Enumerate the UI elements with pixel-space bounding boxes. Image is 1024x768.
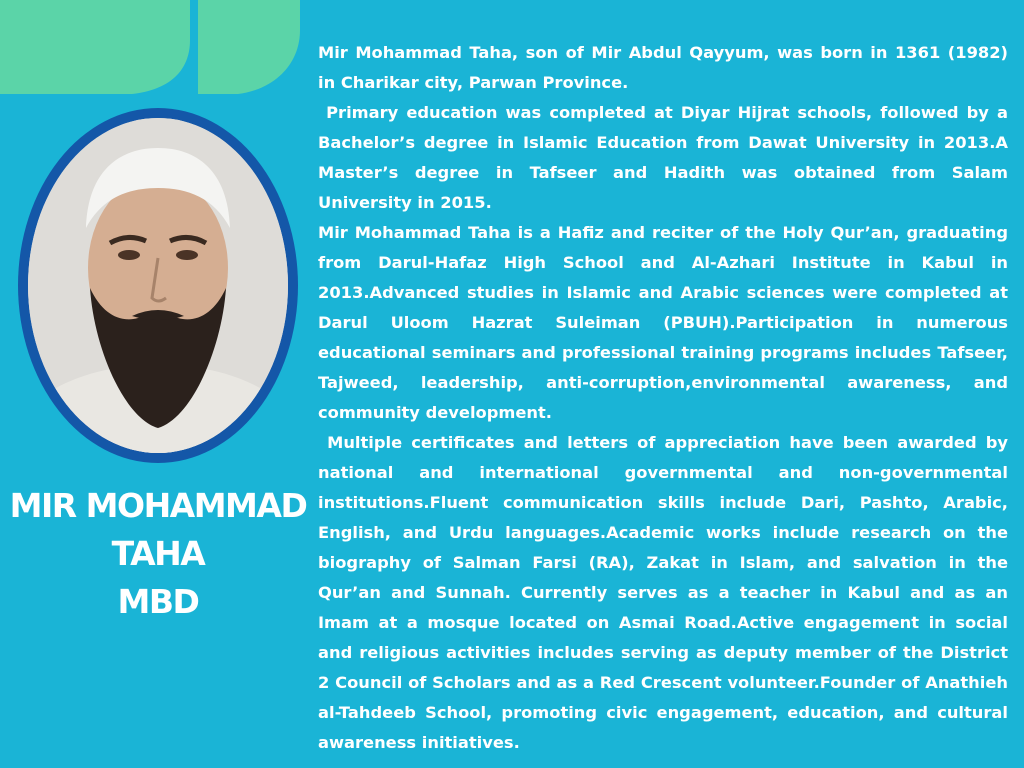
bio-paragraph: Mir Mohammad Taha, son of Mir Abdul Qayyum, was born in 1361 (1982) in Charikar city, Parwan Province. [318,43,1014,92]
portrait-photo [28,118,288,453]
person-name [0,482,316,626]
bio-paragraph: Multiple certificates and letters of appreciation have been awarded by national and international governmental and non-governmental institutions.Fluent communication skills include Dari, Pashto, Arabic, English, and Urdu languages.Academic works include research on the biography of Salman Farsi (RA), Zakat in Islam, and salvation in the Qur’an and Sunnah. Currently serves as a teacher in Kabul and as an Imam at a mosque located on Asmai Road.Active engagement in social and religious activities includes serving as deputy member of the District 2 Council of Scholars and as a Red Crescent volunteer.Founder of Anathieh al-Tahdeeb School, promoting civic engagement, education, and cultural awareness initiatives. [318,433,1014,752]
portrait-frame [18,108,298,463]
bio-paragraph: Primary education was completed at Diyar Hijrat schools, followed by a Bachelor’s degree in Islamic Education from Dawat University in 2013.A Master’s degree in Tafseer and Hadith was obtained from Salam University in 2015. [318,103,1014,212]
name-line-2: TAHA [111,534,205,573]
name-line-3: MBD [117,582,199,621]
bio-paragraph: Mir Mohammad Taha is a Hafiz and reciter of the Holy Qur’an, graduating from Darul-Hafaz High School and Al-Azhari Institute in Kabul in 2013.Advanced studies in Islamic and Arabic sciences were completed at Darul Uloom Hazrat Suleiman (PBUH).Participation in numerous educational seminars and professional training programs includes Tafseer, Tajweed, leadership, anti-corruption,environmental awareness, and community development. [318,223,1014,422]
biography [318,38,1014,758]
quotation-mark-icon [0,0,310,95]
name-line-1: MIR MOHAMMAD [9,486,307,525]
